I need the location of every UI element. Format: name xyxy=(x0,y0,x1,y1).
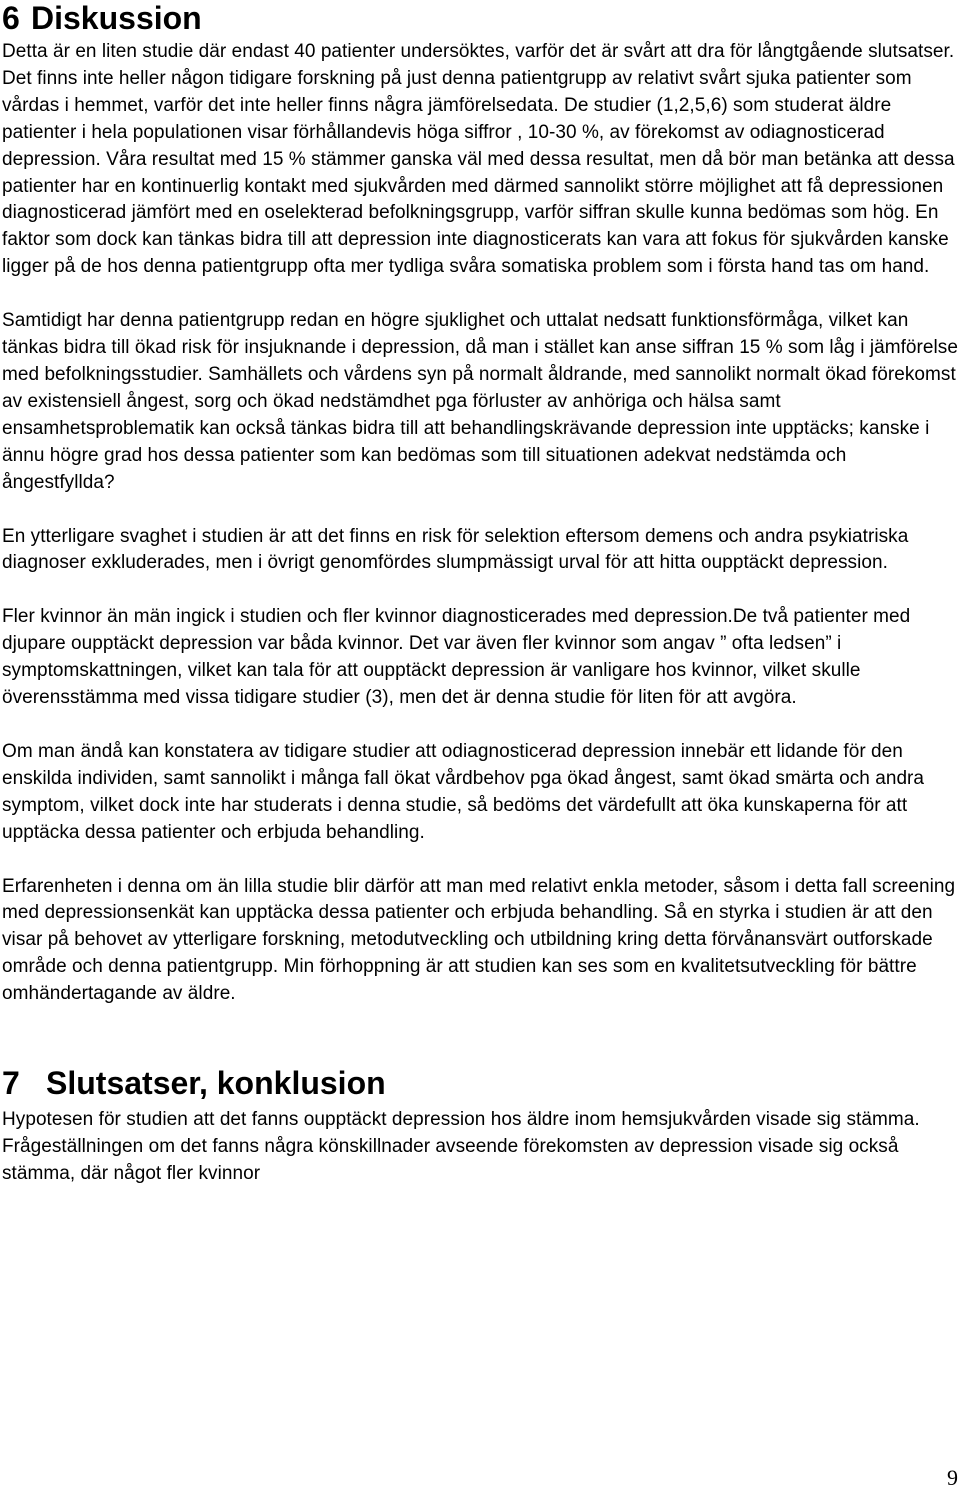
paragraph: Om man ändå kan konstatera av tidigare studier att odiagnosticerad depression innebär ett lidande för den enskilda individen, samt sannolikt i många fall ökat vårdbehov pga ökad ångest, samt ökad smärta och andra symptom, vilket dock inte har studerats i denna studie, så bedöms det värdefullt att öka kunskaperna för att upptäcka dessa patienter och erbjuda behandling. xyxy=(2,740,925,843)
section-title: Diskussion xyxy=(31,0,202,36)
paragraph: Samtidigt har denna patientgrupp redan en högre sjuklighet och uttalat nedsatt funktionsförmåga, vilket kan tänkas bidra till ökad risk för insjuknande i depression, då man i stället kan anse siffran 15 % som låg i jämförelse med befolkningsstudier. Samhällets och vårdens syn på normalt åldrande, med sannolikt normalt ökad förekomst av existensiell ångest, sorg och ökad nedstämdhet pga förluster av anhöriga och hälsa samt ensamhetsproblematik kan också tänkas bidra till att behandlingskrävande depression inte upptäcks; kanske i ännu högre grad hos dessa patienter som kan bedömas som till situationen adekvat nedstämda och ångestfyllda? xyxy=(2,310,958,493)
paragraph: Erfarenheten i denna om än lilla studie blir därför att man med relativt enkla metoder, såsom i detta fall screening med depressionsenkät kan upptäcka dessa patienter och erbjuda behandling. Så en styrka i studien är att den visar på behovet av ytterligare forskning, metodutveckling och utbildning kring detta förvånansvärt outforskade område och denna patientgrupp. Min förhoppning är att studien kan ses som en kvalitetsutveckling för bättre omhändertagande av äldre. xyxy=(2,875,956,1005)
section-heading-slutsatser xyxy=(2,1065,960,1101)
section-number: 7 xyxy=(2,1065,20,1102)
paragraph: Detta är en liten studie där endast 40 patienter undersöktes, varför det är svårt att dra för långtgående slutsatser. Det finns inte heller någon tidigare forskning på just denna patientgrupp av relativt svårt sjuka patienter som vårdas i hemmet, varför det inte heller finns några jämförelsedata. De studier (1,2,5,6) som studerat äldre patienter i hela populationen visar förhållandevis höga siffror , 10-30 %, av förekomst av odiagnosticerad depression. Våra resultat med 15 % stämmer ganska väl med dessa resultat, men då bör man betänka att dessa patienter har en kontinuerlig kontakt med sjukvården med därmed sannolikt större möjlighet att få depressionen diagnosticerad jämfört med en oselekterad befolkningsgrupp, varför siffran skulle kunna bedömas som hög. En faktor som dock kan tänkas bidra till att depression inte diagnosticerats kan vara att fokus för sjukvården kanske ligger på de hos denna patientgrupp ofta mer tydliga svåra somatiska problem som i första hand tas om hand. xyxy=(2,41,955,278)
page-number: 9 xyxy=(947,1465,958,1490)
paragraph: Hypotesen för studien att det fanns oupptäckt depression hos äldre inom hemsjukvården visade sig stämma. Frågeställningen om det fanns några könskillnader avseende förekomsten av depression visade sig också stämma, där något fler kvinnor xyxy=(2,1109,920,1184)
section-title: Slutsatser, konklusion xyxy=(46,1065,386,1102)
section-heading-diskussion xyxy=(2,0,960,36)
paragraph: En ytterligare svaghet i studien är att det finns en risk för selektion eftersom demens och andra psykiatriska diagnoser exkluderades, men i övrigt genomfördes slumpmässigt urval för att hitta oupptäckt depression. xyxy=(2,525,909,574)
section-number: 6 xyxy=(2,0,20,36)
paragraph: Fler kvinnor än män ingick i studien och fler kvinnor diagnosticerades med depression.De två patienter med djupare oupptäckt depression var båda kvinnor. Det var även fler kvinnor som angav ” ofta ledsen” i symptomskattningen, vilket kan tala för att oupptäckt depression är vanligare hos kvinnor, vilket skulle överensstämma med vissa tidigare studier (3), men det är denna studie för liten för att avgöra. xyxy=(2,606,911,709)
